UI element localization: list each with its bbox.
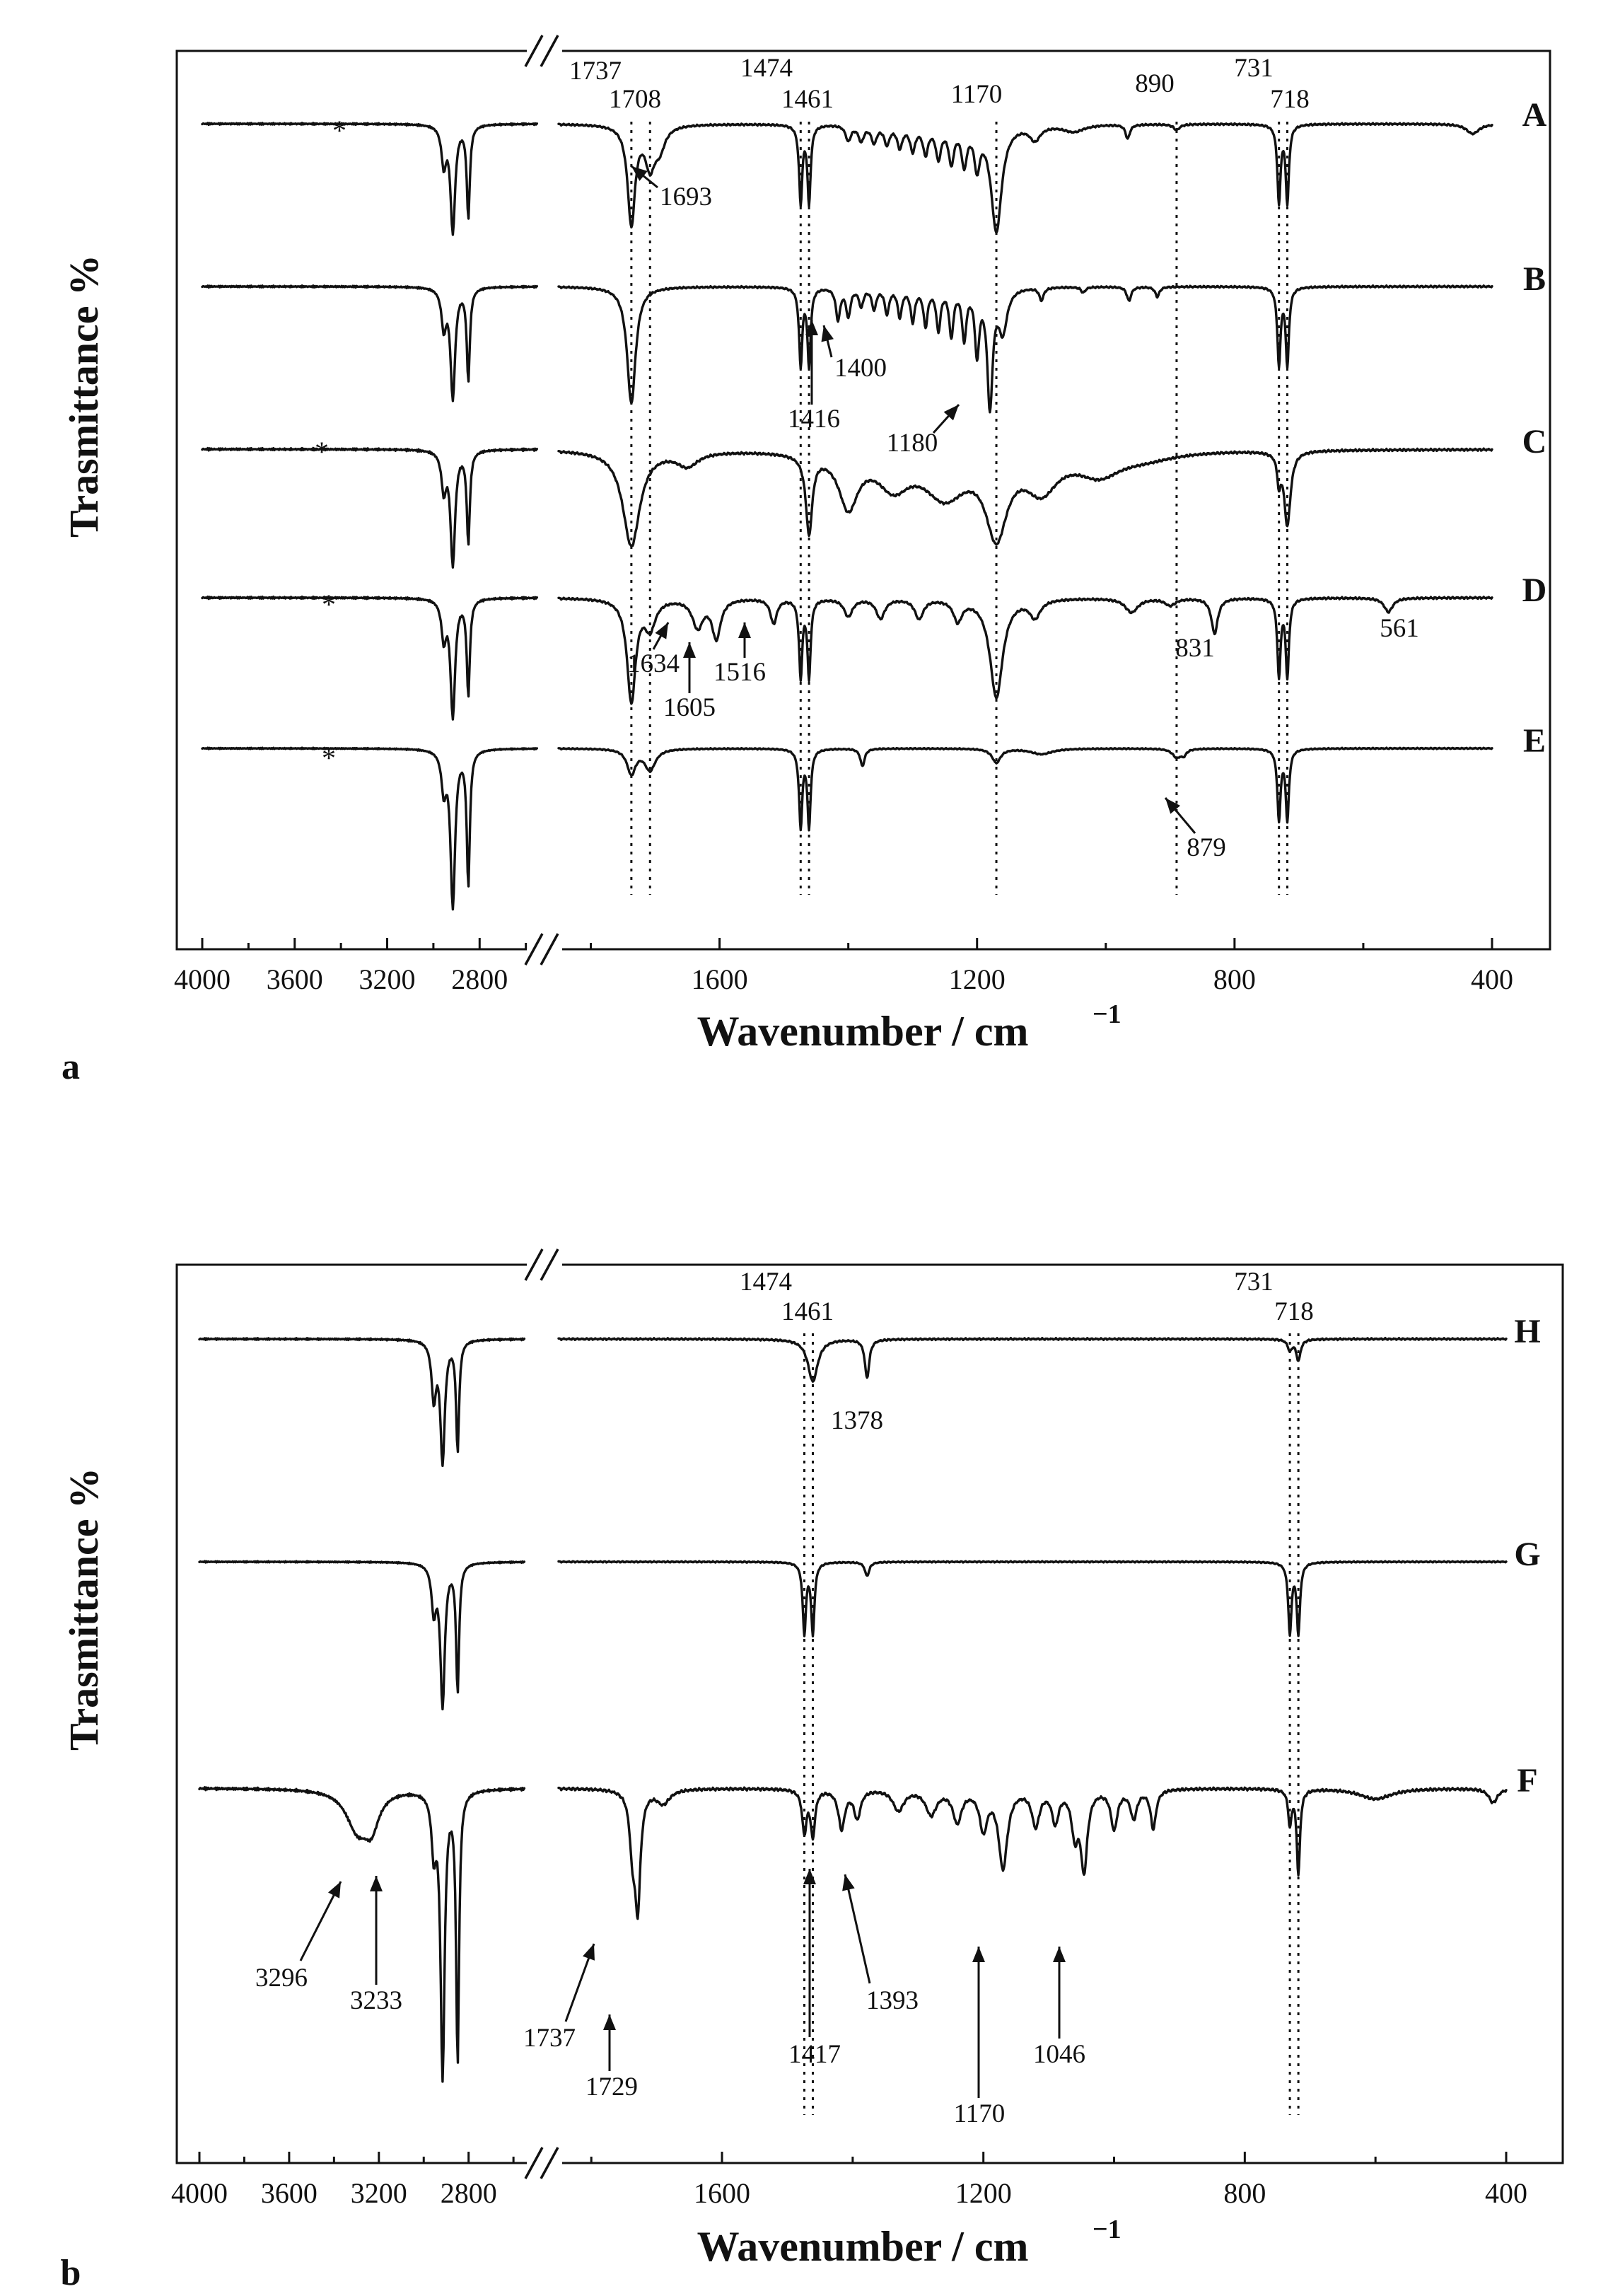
spectrum-label-a: A (1522, 96, 1547, 134)
peak-label-1378: 1378 (831, 1406, 883, 1435)
x-tick-label: 1200 (955, 2177, 1012, 2209)
spectrum-trace-b-high (202, 286, 537, 401)
spectrum-label-g: G (1514, 1536, 1541, 1573)
peak-1634-arrow-head (655, 622, 668, 639)
peak-1393-arrow-head (842, 1874, 855, 1891)
spectrum-trace-f-high (199, 1787, 524, 2082)
peak-label-890: 890 (1135, 69, 1175, 98)
spectrum-trace-d-low (559, 597, 1492, 704)
x-tick-label: 3200 (350, 2177, 407, 2209)
spectrum-label-e: E (1522, 722, 1546, 760)
peak-label-1737: 1737 (569, 57, 622, 86)
asterisk-marker: * (315, 436, 329, 468)
x-tick-label: 800 (1213, 963, 1256, 995)
peak-3233-arrow-head (370, 1876, 383, 1891)
spectrum-trace-e-low (559, 748, 1492, 830)
spectrum-trace-a-low (559, 123, 1492, 233)
spectrum-label-c: C (1522, 423, 1547, 460)
peak-1605-arrow-head (683, 642, 696, 658)
spectrum-trace-d-high (202, 597, 537, 720)
x-tick-label: 4000 (174, 963, 231, 995)
panel-tag-b: b (60, 2253, 81, 2293)
peak-label-1170: 1170 (950, 80, 1003, 109)
x-tick-label: 3600 (260, 2177, 317, 2209)
peak-label-1416: 1416 (788, 405, 840, 434)
x-axis-label-superscript-b: −1 (1093, 2215, 1121, 2244)
spectrum-trace-f-low (559, 1787, 1506, 1919)
peak-label-1516: 1516 (713, 658, 766, 687)
y-axis-label-b: Trasmittance % (61, 1468, 107, 1751)
peak-label-1170: 1170 (953, 2099, 1006, 2128)
peak-label-1461: 1461 (781, 85, 834, 114)
spectrum-label-f: F (1517, 1762, 1538, 1799)
peak-label-731: 731 (1234, 1268, 1274, 1297)
peak-label-1046: 1046 (1033, 2040, 1085, 2069)
peak-label-831: 831 (1175, 634, 1215, 663)
peak-label-1729: 1729 (585, 2072, 638, 2101)
x-tick-label: 400 (1485, 2177, 1527, 2209)
peak-1729-arrow-head (603, 2014, 616, 2030)
peak-1516-arrow-head (738, 622, 751, 638)
x-tick-label: 400 (1471, 963, 1513, 995)
asterisk-marker: * (322, 589, 336, 620)
spectrum-trace-h-low (559, 1338, 1506, 1382)
x-tick-label: 1600 (694, 2177, 751, 2209)
peak-label-731: 731 (1234, 54, 1274, 83)
peak-1400-arrow-head (821, 325, 833, 342)
x-tick-label: 3600 (266, 963, 323, 995)
asterisk-marker: * (322, 742, 336, 774)
peak-label-718: 718 (1270, 85, 1310, 114)
peak-label-1474: 1474 (740, 1268, 792, 1297)
peak-label-1708: 1708 (609, 85, 661, 114)
peak-label-879: 879 (1187, 833, 1226, 862)
asterisk-marker: * (332, 115, 346, 146)
spectrum-trace-g-high (199, 1561, 524, 1709)
peak-label-3296: 3296 (255, 1964, 308, 1993)
peak-label-1474: 1474 (740, 54, 793, 83)
peak-1693-arrow-head (631, 166, 648, 181)
plot-frame-a (177, 51, 1550, 949)
x-tick-label: 2800 (440, 2177, 497, 2209)
spectrum-trace-c-low (559, 448, 1492, 546)
axis-break-gap-a (527, 35, 562, 969)
peak-1170-arrow-head (972, 1947, 985, 1962)
x-tick-label: 2800 (451, 963, 508, 995)
peak-label-1693: 1693 (660, 182, 712, 211)
x-tick-label: 4000 (171, 2177, 228, 2209)
spectrum-label-b: B (1522, 260, 1546, 298)
peak-label-1400: 1400 (834, 354, 887, 383)
x-axis-label-superscript-a: −1 (1093, 999, 1121, 1029)
x-tick-label: 800 (1223, 2177, 1266, 2209)
peak-label-1634: 1634 (627, 649, 680, 678)
spectrum-label-d: D (1522, 572, 1547, 609)
peak-label-3233: 3233 (350, 1986, 402, 2015)
peak-label-1605: 1605 (663, 693, 716, 722)
spectrum-trace-b-low (559, 286, 1492, 412)
y-axis-label-a: Trasmittance % (61, 255, 107, 538)
peak-label-718: 718 (1274, 1297, 1314, 1326)
x-axis-label-b: Wavenumber / cm (697, 2223, 1029, 2270)
spectrum-trace-a-high (202, 123, 537, 235)
spectrum-trace-e-high (202, 748, 537, 910)
spectrum-trace-h-high (199, 1338, 524, 1466)
spectrum-trace-c-high (202, 448, 537, 567)
peak-label-1461: 1461 (781, 1297, 834, 1326)
peak-label-1417: 1417 (788, 2040, 841, 2069)
x-tick-label: 1600 (691, 963, 748, 995)
plot-frame-b (177, 1265, 1563, 2163)
spectrum-label-h: H (1514, 1313, 1541, 1350)
peak-1393-arrow-shaft (845, 1874, 870, 1983)
peak-label-561: 561 (1380, 614, 1419, 643)
peak-1046-arrow-head (1053, 1947, 1066, 1962)
peak-1737-arrow-head (583, 1944, 595, 1961)
x-axis-label-a: Wavenumber / cm (697, 1008, 1029, 1055)
peak-label-1180: 1180 (886, 429, 938, 458)
x-tick-label: 3200 (359, 963, 416, 995)
x-tick-label: 1200 (948, 963, 1006, 995)
spectrum-trace-g-low (559, 1561, 1506, 1636)
peak-label-1737: 1737 (523, 2024, 576, 2053)
peak-label-1393: 1393 (866, 1986, 919, 2015)
panel-tag-a: a (62, 1047, 80, 1087)
